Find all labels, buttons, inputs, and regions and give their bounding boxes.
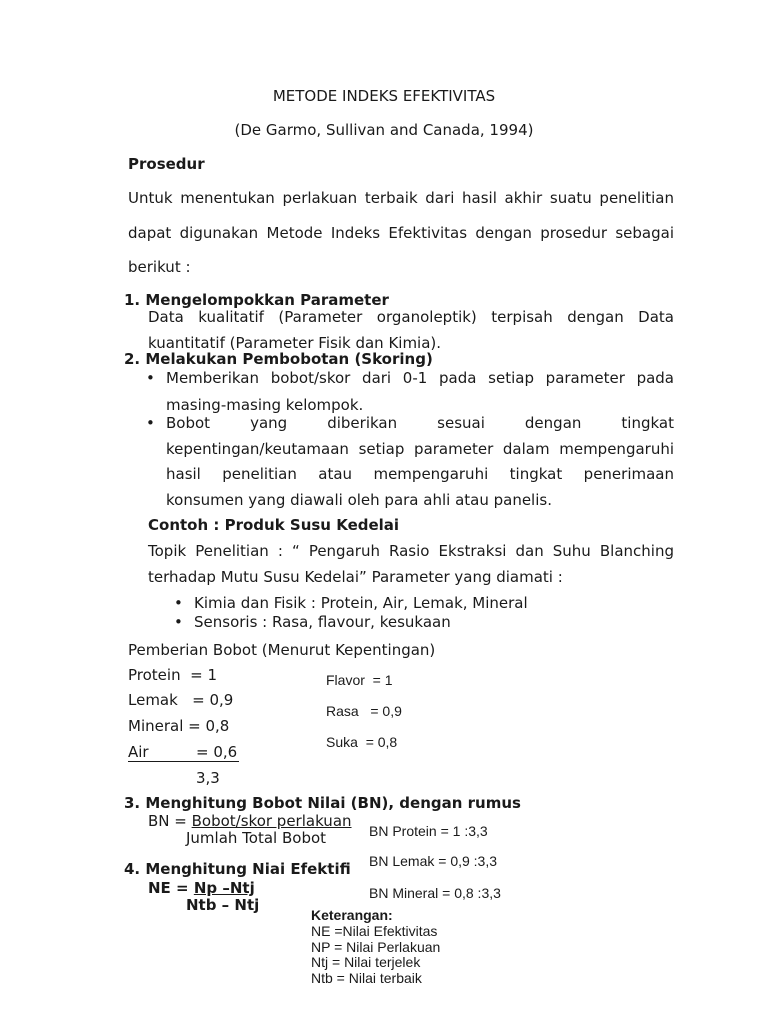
topik-line-1: Topik Penelitian : “ Pengaruh Rasio Ekstraksi dan Suhu Blanching [148, 542, 674, 560]
bn-example-mineral: BN Mineral = 0,8 :3,3 [369, 885, 501, 901]
intro-line-2: dapat digunakan Metode Indeks Efektivitas dengan prosedur sebagai [128, 224, 674, 242]
keterangan-ntj: Ntj = Nilai terjelek [311, 954, 421, 970]
step2-bullet2-line-3: hasil penelitian atau mempengaruhi tingkat penerimaan [166, 465, 674, 483]
bn-example-lemak: BN Lemak = 0,9 :3,3 [369, 853, 498, 869]
bobot-air-value: = 0,6 [196, 743, 238, 761]
bobot-flavor: Flavor = 1 [326, 672, 393, 688]
step2-bullet1-line-2: masing-masing kelompok. [166, 396, 364, 414]
bobot-suka: Suka = 0,8 [326, 734, 398, 750]
step2-bullet2-line-2: kepentingan/keutamaan setiap parameter dalam mempengaruhi [166, 440, 674, 458]
bobot-total: 3,3 [196, 769, 220, 787]
bn-prefix: BN = [148, 812, 192, 830]
keterangan-np: NP = Nilai Perlakuan [311, 939, 441, 955]
bn-denominator: Jumlah Total Bobot [186, 829, 327, 847]
prosedur-heading: Prosedur [128, 155, 205, 173]
intro-line-1: Untuk menentukan perlakuan terbaik dari hasil akhir suatu penelitian [128, 189, 674, 207]
bn-example-protein: BN Protein = 1 :3,3 [369, 823, 488, 839]
intro-line-3: berikut : [128, 258, 191, 276]
ne-numerator: Np –Ntj [193, 879, 255, 897]
step2-bullet2-line-1: • Bobot yang diberikan sesuai dengan tingkat [166, 414, 674, 432]
ne-denominator: Ntb – Ntj [186, 896, 260, 914]
bobot-air-row [128, 743, 239, 762]
bn-formula [148, 812, 352, 830]
step1-line-2: kuantitatif (Parameter Fisik dan Kimia). [148, 334, 442, 352]
bobot-air-label: Air [128, 743, 149, 761]
contoh-bullet-1: • Kimia dan Fisik : Protein, Air, Lemak, Mineral [194, 594, 528, 612]
keterangan-heading: Keterangan: [311, 907, 393, 923]
bn-numerator: Bobot/skor perlakuan [191, 812, 352, 830]
step2-bullet2-line-4: konsumen yang diawali oleh para ahli atau panelis. [166, 491, 552, 509]
ne-prefix: NE = [148, 879, 194, 897]
topik-line-2: terhadap Mutu Susu Kedelai” Parameter yang diamati : [148, 568, 563, 586]
step4-heading: 4. Menghitung Niai Efektifi [124, 860, 351, 878]
bobot-mineral: Mineral = 0,8 [128, 717, 230, 735]
step3-heading: 3. Menghitung Bobot Nilai (BN), dengan rumus [124, 794, 521, 812]
contoh-heading: Contoh : Produk Susu Kedelai [148, 516, 400, 534]
ne-formula [148, 879, 255, 897]
bobot-heading: Pemberian Bobot (Menurut Kepentingan) [128, 641, 436, 659]
bobot-lemak: Lemak = 0,9 [128, 691, 234, 709]
keterangan-ne: NE =Nilai Efektivitas [311, 923, 438, 939]
step1-heading: 1. Mengelompokkan Parameter [124, 291, 389, 309]
document-title: METODE INDEKS EFEKTIVITAS [272, 87, 496, 105]
keterangan-ntb: Ntb = Nilai terbaik [311, 970, 422, 986]
step2-heading: 2. Melakukan Pembobotan (Skoring) [124, 350, 433, 368]
step2-bullet1-line-1: • Memberikan bobot/skor dari 0-1 pada setiap parameter pada [166, 369, 674, 387]
bobot-protein: Protein = 1 [128, 666, 217, 684]
contoh-bullet-2: • Sensoris : Rasa, flavour, kesukaan [194, 613, 451, 631]
step1-line-1: Data kualitatif (Parameter organoleptik) terpisah dengan Data [148, 308, 674, 326]
citation: (De Garmo, Sullivan and Canada, 1994) [234, 121, 534, 139]
bobot-rasa: Rasa = 0,9 [326, 703, 402, 719]
